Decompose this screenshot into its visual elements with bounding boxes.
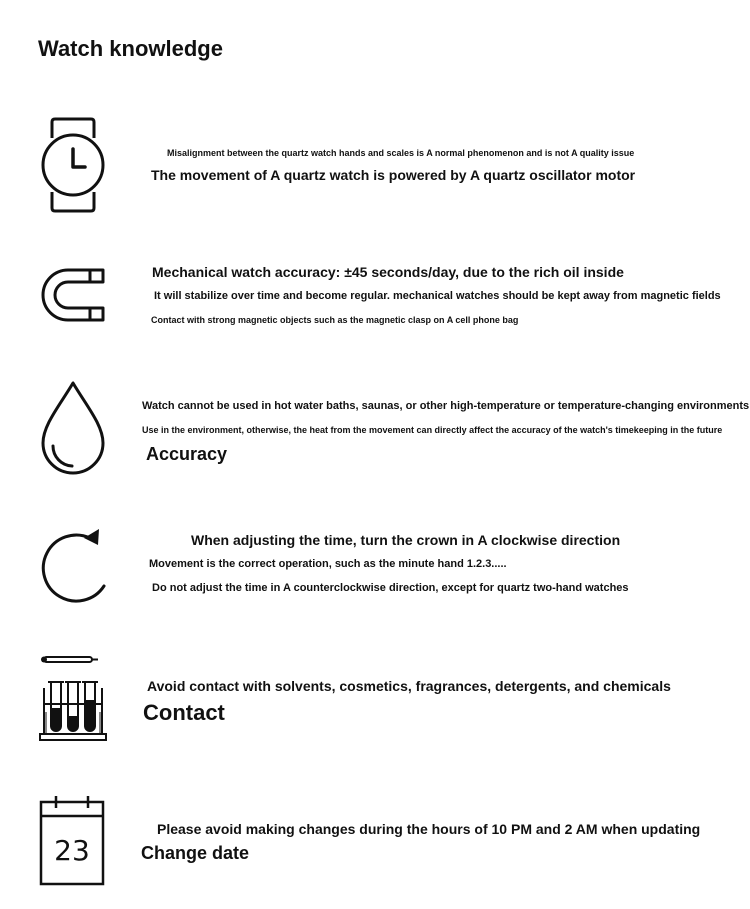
section-2-line-2: Contact with strong magnetic objects such as the magnetic clasp on A cell phone bag — [151, 315, 519, 325]
section-2-heading: Mechanical watch accuracy: ±45 seconds/day, due to the rich oil inside — [152, 264, 624, 280]
section-6-heading: Change date — [141, 843, 250, 863]
water-drop-icon — [38, 380, 108, 478]
section-4-line-2: Do not adjust the time in A counterclockwise direction, except for quartz two-hand watches — [152, 582, 629, 594]
section-3-line-1: Watch cannot be used in hot water baths, saunas, or other high-temperature or temperature-changing environments — [142, 400, 750, 412]
section-5-heading: Contact — [143, 700, 225, 725]
section-2-line-1: It will stabilize over time and become regular. mechanical watches should be kept away from magnetic fields — [154, 290, 721, 302]
section-6-line-1: Please avoid making changes during the hours of 10 PM and 2 AM when updating — [157, 821, 701, 837]
section-1-heading: The movement of A quartz watch is powered by A quartz oscillator motor — [151, 167, 636, 183]
section-1-note: Misalignment between the quartz watch hands and scales is A normal phenomenon and is not A quality issue — [167, 148, 635, 158]
section-5-line-1: Avoid contact with solvents, cosmetics, fragrances, detergents, and chemicals — [147, 678, 671, 694]
test-tubes-icon — [38, 652, 110, 746]
section-3-line-2: Use in the environment, otherwise, the heat from the movement can directly affect the accuracy of the watch's timekeeping in the future — [142, 425, 723, 435]
section-4-heading: When adjusting the time, turn the crown in A clockwise direction — [191, 532, 621, 548]
section-3-heading: Accuracy — [146, 444, 228, 464]
watch-icon — [38, 116, 108, 214]
page-title: Watch knowledge — [38, 36, 223, 61]
clockwise-arrow-icon — [38, 526, 110, 606]
calendar-icon — [38, 794, 106, 888]
section-4-line-1: Movement is the correct operation, such as the minute hand 1.2.3..... — [149, 558, 507, 570]
magnet-icon — [38, 266, 108, 324]
calendar-day-number: 23 — [54, 834, 90, 867]
